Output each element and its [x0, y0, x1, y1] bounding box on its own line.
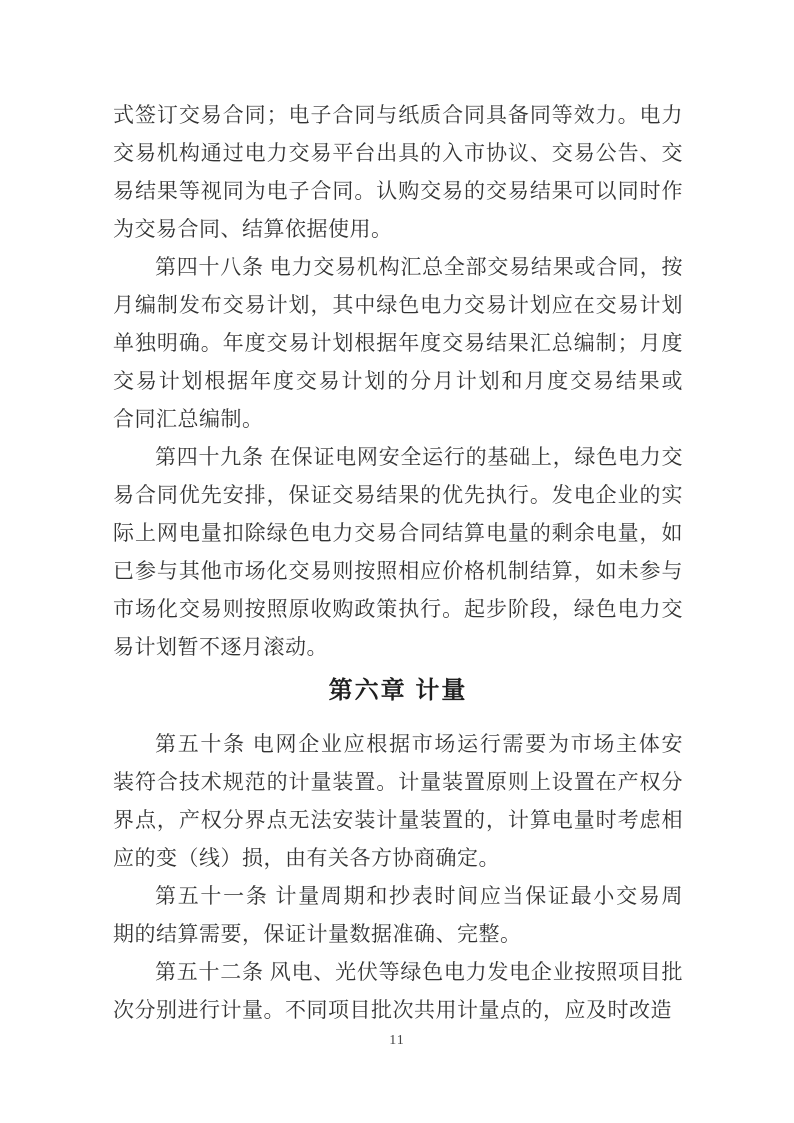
text-line: 第四十九条 在保证电网安全运行的基础上，绿色电力交: [155, 445, 683, 469]
text-line: 第四十八条 电力交易机构汇总全部交易结果或合同，按: [155, 255, 683, 279]
text-line: 次分别进行计量。不同项目批次共用计量点的，应及时改造: [113, 998, 672, 1022]
text-line: 应的变（线）损，由有关各方协商确定。: [113, 846, 500, 870]
text-line: 第五十二条 风电、光伏等绿色电力发电企业按照项目批: [155, 960, 683, 984]
text-line: 式签订交易合同；电子合同与纸质合同具备同等效力。电力: [113, 103, 683, 127]
text-line: 已参与其他市场化交易则按照相应价格机制结算，如未参与: [113, 559, 683, 583]
document-body: [113, 96, 683, 1029]
text-line: 第五十一条 计量周期和抄表时间应当保证最小交易周: [155, 884, 683, 908]
text-line: 期的结算需要，保证计量数据准确、完整。: [113, 922, 522, 946]
paragraph: [113, 438, 683, 666]
page-number: 11: [389, 1033, 405, 1048]
paragraph: [113, 953, 683, 1029]
text-line: 交易机构通过电力交易平台出具的入市协议、交易公告、交: [113, 141, 683, 165]
paragraph: [113, 877, 683, 953]
text-line: 界点，产权分界点无法安装计量装置的，计算电量时考虑相: [113, 808, 683, 832]
text-line: 际上网电量扣除绿色电力交易合同结算电量的剩余电量，如: [113, 521, 683, 545]
paragraph: [113, 725, 683, 877]
text-line: 易计划暂不逐月滚动。: [113, 635, 328, 659]
text-line: 市场化交易则按照原收购政策执行。起步阶段，绿色电力交: [113, 597, 683, 621]
text-line: 第五十条 电网企业应根据市场运行需要为市场主体安: [155, 732, 683, 756]
text-line: 合同汇总编制。: [113, 407, 264, 431]
text-line: 交易计划根据年度交易计划的分月计划和月度交易结果或: [113, 369, 683, 393]
text-line: 为交易合同、结算依据使用。: [113, 217, 393, 241]
chapter-heading: 第六章 计量: [328, 677, 468, 704]
text-line: 易结果等视同为电子合同。认购交易的交易结果可以同时作: [113, 179, 683, 203]
text-line: 月编制发布交易计划，其中绿色电力交易计划应在交易计划: [113, 293, 683, 317]
paragraph: [113, 248, 683, 438]
text-line: 易合同优先安排，保证交易结果的优先执行。发电企业的实: [113, 483, 683, 507]
text-line: 单独明确。年度交易计划根据年度交易结果汇总编制；月度: [113, 331, 683, 355]
paragraph: [113, 96, 683, 248]
text-line: 装符合技术规范的计量装置。计量装置原则上设置在产权分: [113, 770, 683, 794]
